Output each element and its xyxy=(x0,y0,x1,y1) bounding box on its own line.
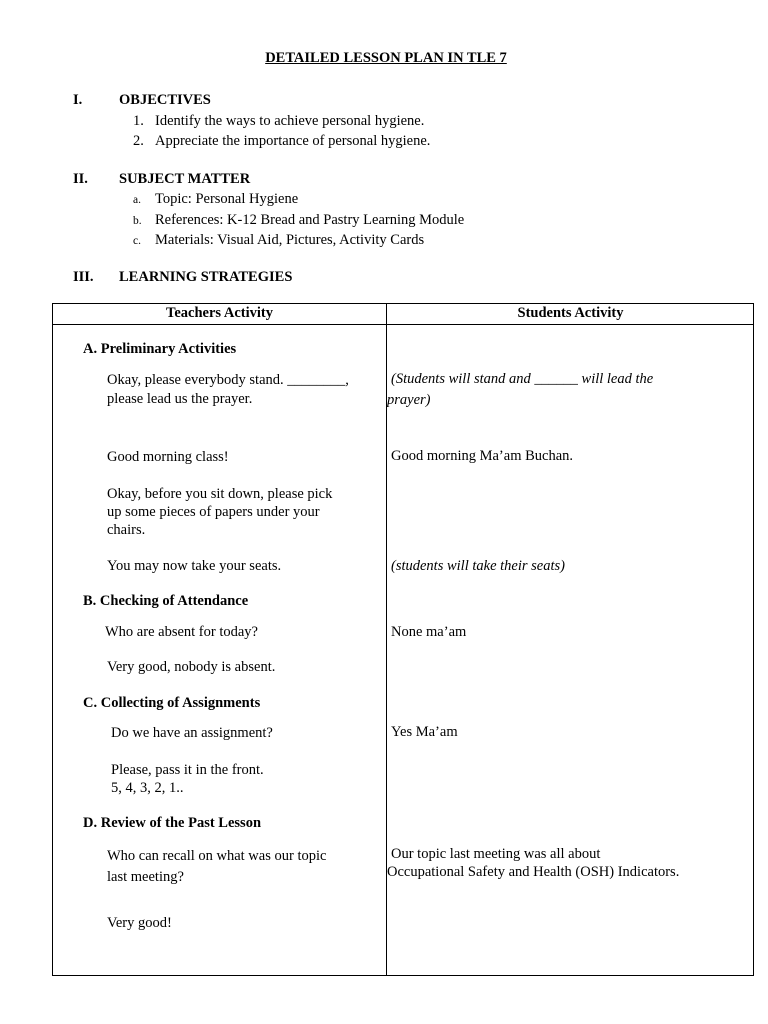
learning-strategies-table xyxy=(52,303,754,976)
teacher-line: Okay, please everybody stand. ________, please lead us the prayer. xyxy=(107,372,349,407)
subhead-checking-attendance: B. Checking of Attendance xyxy=(83,593,249,609)
teacher-line: Very good! xyxy=(107,915,172,931)
subject-item xyxy=(133,212,464,229)
objective-item xyxy=(133,113,424,130)
section-title-subject-matter: SUBJECT MATTER xyxy=(119,171,251,187)
students-activity-header: Students Activity xyxy=(517,305,624,321)
student-line: Our topic last meeting was all about Occupational Safety and Health (OSH) Indicators. xyxy=(387,846,680,880)
list-marker: 1. xyxy=(133,113,144,129)
section-number: II. xyxy=(73,171,88,187)
subhead-preliminary-activities: A. Preliminary Activities xyxy=(83,341,237,357)
subhead-collecting-assignments: C. Collecting of Assignments xyxy=(83,695,261,711)
objective-text: Appreciate the importance of personal hygiene. xyxy=(155,133,431,149)
objective-text: Identify the ways to achieve personal hygiene. xyxy=(155,113,425,129)
teacher-line: Please, pass it in the front. 5, 4, 3, 2, 1.. xyxy=(111,762,264,796)
section-title-learning-strategies: LEARNING STRATEGIES xyxy=(119,269,293,285)
section-number: I. xyxy=(73,92,83,108)
subject-item xyxy=(133,191,298,208)
student-line: (Students will stand and ______ will lead the prayer) xyxy=(387,371,654,408)
student-line: (students will take their seats) xyxy=(391,558,565,574)
list-marker: 2. xyxy=(133,133,144,149)
subject-text: Materials: Visual Aid, Pictures, Activity Cards xyxy=(155,232,425,248)
subject-item xyxy=(133,232,424,249)
objective-item xyxy=(133,133,430,150)
teachers-activity-header: Teachers Activity xyxy=(166,305,273,321)
section-title-objectives: OBJECTIVES xyxy=(119,92,211,108)
teacher-line: You may now take your seats. xyxy=(107,558,282,574)
teacher-line: Good morning class! xyxy=(107,449,229,465)
subject-text: References: K-12 Bread and Pastry Learning Module xyxy=(155,212,465,228)
teacher-line: Do we have an assignment? xyxy=(111,725,273,741)
header-divider xyxy=(53,324,753,325)
section-number: III. xyxy=(73,269,94,285)
teacher-line: Who can recall on what was our topic last meeting? xyxy=(107,848,327,885)
list-marker: b. xyxy=(133,215,142,227)
teacher-line: Who are absent for today? xyxy=(105,624,258,640)
list-marker: c. xyxy=(133,235,141,247)
subhead-review-past-lesson: D. Review of the Past Lesson xyxy=(83,815,262,831)
teacher-line: Very good, nobody is absent. xyxy=(107,659,276,675)
student-line: None ma’am xyxy=(391,624,467,640)
list-marker: a. xyxy=(133,194,141,206)
subject-text: Topic: Personal Hygiene xyxy=(155,191,299,207)
page-title: DETAILED LESSON PLAN IN TLE 7 xyxy=(265,50,507,66)
student-line: Yes Ma’am xyxy=(391,724,458,740)
teacher-line: Okay, before you sit down, please pick up some pieces of papers under your chairs. xyxy=(107,486,333,538)
student-line: Good morning Ma’am Buchan. xyxy=(391,448,574,464)
